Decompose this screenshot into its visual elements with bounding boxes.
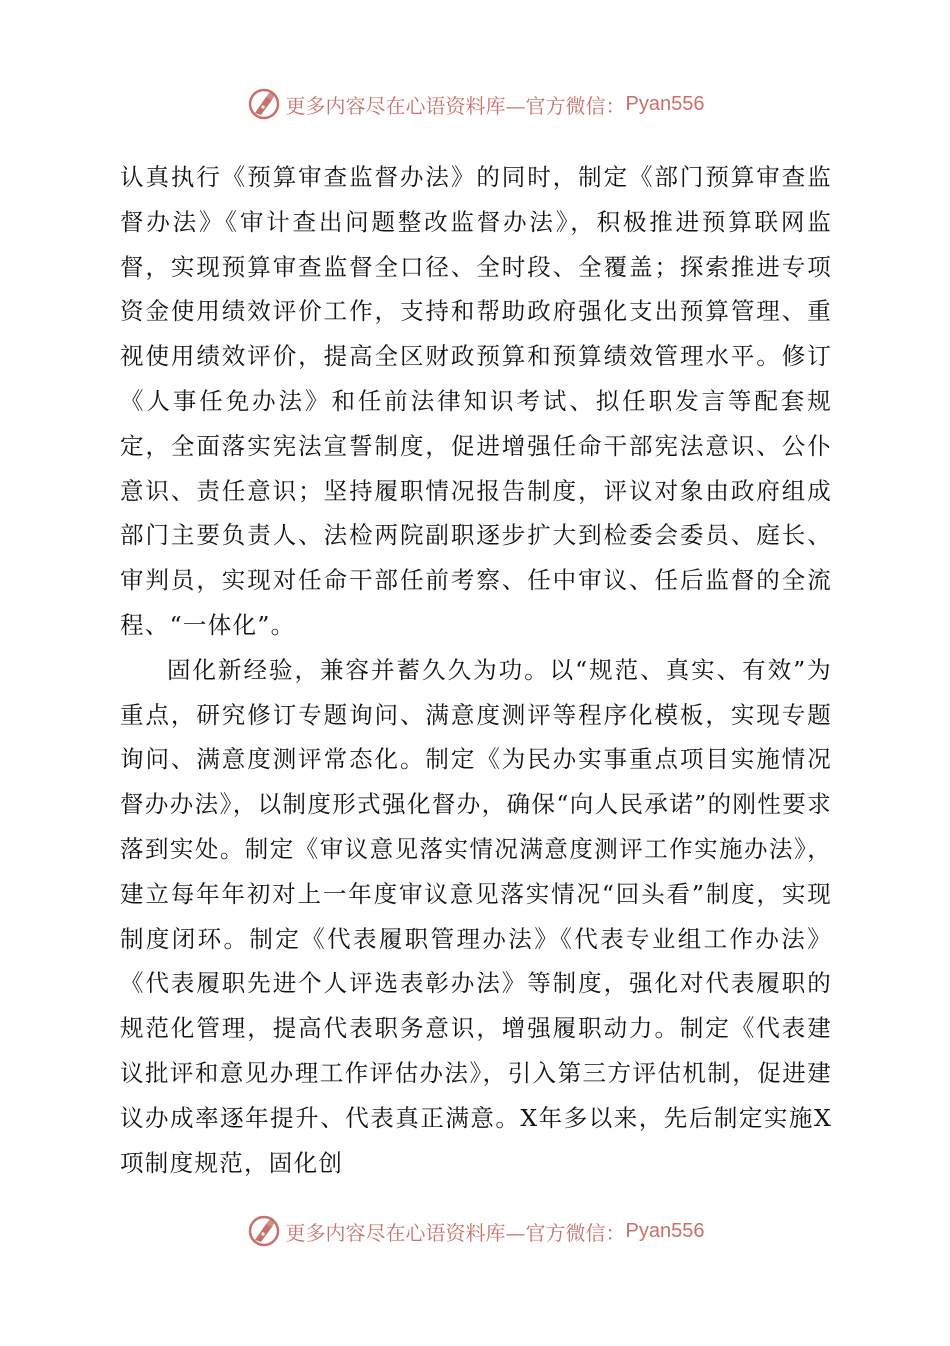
pen-nib-logo-icon — [246, 1213, 282, 1249]
header-watermark-id: Pyan556 — [625, 92, 705, 115]
body-text — [120, 155, 832, 1185]
pen-nib-logo-icon — [246, 86, 282, 122]
paragraph-2: 固化新经验，兼容并蓄久久为功。以“规范、真实、有效”为重点，研究修订专题询问、满意度测评等程序化模板，实现专题询问、满意度测评常态化。制定《为民办实事重点项目实施情况督办办法》，以制度形式强化督办，确保“向人民承诺”的刚性要求落到实处。制定《审议意见落实情况满意度测评工作实施办法》，建立每年年初对上一年度审议意见落实情况“回头看”制度，实现制度闭环。制定《代表履职管理办法》《代表专业组工作办法》《代表履职先进个人评选表彰办法》等制度，强化对代表履职的规范化管理，提高代表职务意识，增强履职动力。制定《代表建议批评和意见办理工作评估办法》，引入第三方评估机制，促进建议办成率逐年提升、代表真正满意。X年多以来，先后制定实施X项制度规范，固化创 — [120, 655, 832, 1177]
header-watermark — [0, 84, 950, 124]
footer-watermark-text: 更多内容尽在心语资料库—官方微信： — [285, 1220, 626, 1245]
header-watermark-text: 更多内容尽在心语资料库—官方微信： — [285, 93, 626, 118]
footer-watermark-id: Pyan556 — [625, 1219, 705, 1242]
footer-watermark — [0, 1211, 950, 1251]
paragraph-1: 认真执行《预算审查监督办法》的同时，制定《部门预算审查监督办法》《审计查出问题整改监督办法》，积极推进预算联网监督，实现预算审查监督全口径、全时段、全覆盖；探索推进专项资金使用绩效评价工作，支持和帮助政府强化支出预算管理、重视使用绩效评价，提高全区财政预算和预算绩效管理水平。修订《人事任免办法》和任前法律知识考试、拟任职发言等配套规定，全面落实宪法宣誓制度，促进增强任命干部宪法意识、公仆意识、责任意识；坚持履职情况报告制度，评议对象由政府组成部门主要负责人、法检两院副职逐步扩大到检委会委员、庭长、审判员，实现对任命干部任前考察、任中审议、任后监督的全流程、“一体化”。 — [120, 163, 832, 639]
